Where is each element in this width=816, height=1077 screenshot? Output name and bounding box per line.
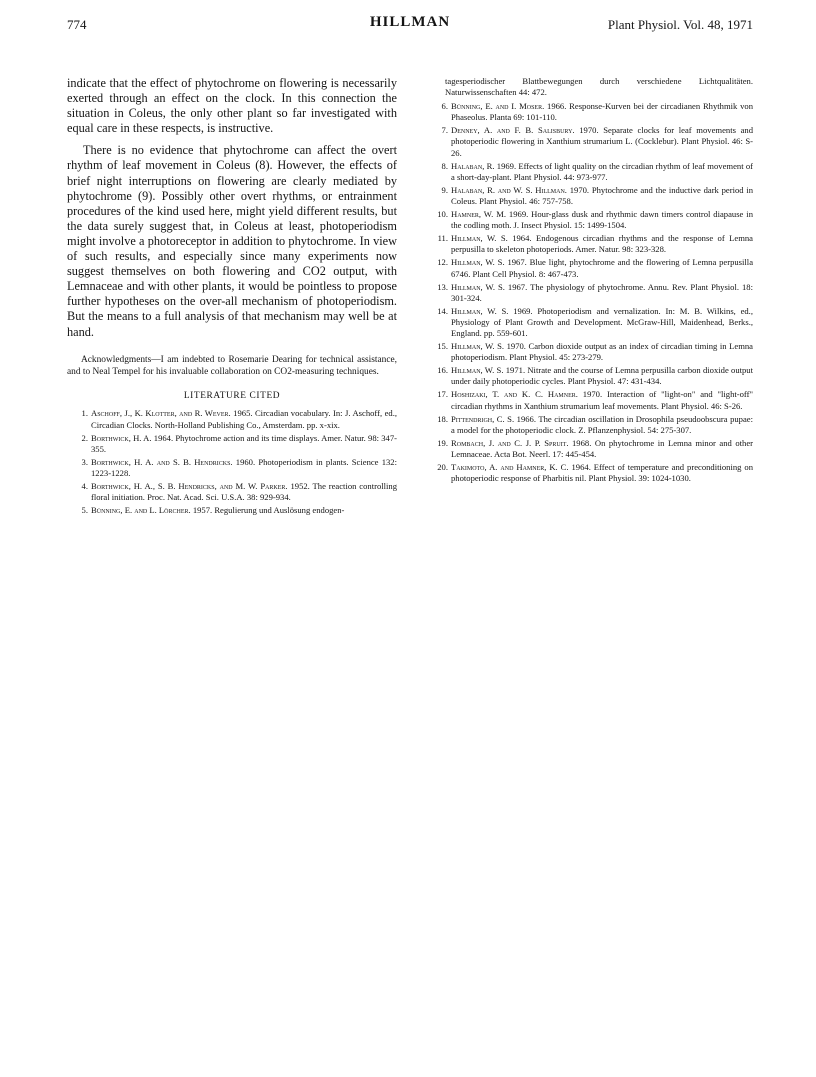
reference-number: 18. <box>437 413 448 424</box>
reference-item <box>67 408 397 430</box>
reference-number: 5. <box>81 505 88 516</box>
reference-item <box>427 185 753 207</box>
reference-item <box>427 414 753 436</box>
reference-authors: Borthwick, H. A. and S. B. Hendricks. <box>91 456 233 467</box>
reference-item <box>67 457 397 479</box>
reference-number: 20. <box>437 462 448 472</box>
reference-authors: Hillman, W. S. <box>451 305 509 316</box>
reference-item <box>427 257 753 279</box>
reference-item <box>427 341 753 363</box>
reference-authors: Hillman, W. S. <box>451 233 508 244</box>
paragraph-2: There is no evidence that phytochrome can affect the overt rhythm of leaf movement in Coleus (8). However, the effects of brief night interruptions on flowering are clearly mediated by phytochrome (9). Possibly other overt rhythms, or entrainment procedures of the kind used here, might yield different results, but the data surely suggest that, in Coleus at least, photoperiodism might involve a photoreceptor in addition to phytochrome. In view of such results, and especially since many experiments now suggest themselves on both flowering and CO2 output, with Lemnaceae and with other plants, it would be pointless to propose further hypotheses on the over-all mechanism of photoperiodism. But the means to a full analysis of that mechanism may well be at hand. <box>67 143 397 339</box>
reference-authors: Takimoto, A. and Hamner, K. C. <box>451 462 569 472</box>
reference-item <box>67 433 397 455</box>
reference-item <box>427 438 753 460</box>
reference-number: 8. <box>441 160 448 171</box>
reference-number: 16. <box>437 365 448 376</box>
reference-authors: Hillman, W. S. <box>451 365 504 376</box>
paragraph-1: indicate that the effect of phytochrome on flowering is necessarily exerted through an effect on the clock. In this connection the situation in Coleus, the only other plant so far investigated with equal care in these respects, is instructive. <box>67 76 397 136</box>
reference-authors: Halaban, R. <box>451 160 495 171</box>
reference-authors: Hamner, W. M. <box>451 209 506 220</box>
reference-text: 1965. Circadian vocabulary. In: J. Aschoff, ed., Circadian Clocks. North-Holland Publishing Co., Amsterdam. pp. x-xix. <box>91 408 398 430</box>
reference-item <box>427 161 753 183</box>
reference-text: 1967. The physiology of phytochrome. Annu. Rev. Plant Physiol. 18: 301-324. <box>451 281 753 303</box>
reference-text: 1960. Photoperiodism in plants. Science 132: 1223-1228. <box>91 456 397 478</box>
reference-number: 1. <box>81 408 88 419</box>
reference-text: 1967. Blue light, phytochrome and the flowering of Lemna perpusilla 6746. Plant Cell Physiol. 8: 467-473. <box>451 257 754 279</box>
reference-text: 1970. Separate clocks for leaf movements and photoperiodic flowering in Xanthium strumarium L. (Cocklebur). Plant Physiol. 46: S-26. <box>451 125 753 158</box>
reference-authors: Borthwick, H. A. <box>91 432 152 443</box>
page-header <box>67 14 753 38</box>
reference-item <box>427 209 753 231</box>
reference-number: 4. <box>81 480 88 491</box>
reference-item <box>67 505 397 516</box>
reference-item <box>427 282 753 304</box>
reference-text: 1969. Photoperiodism and vernalization. In: M. B. Wilkins, ed., Physiology of Plant Growth and Development. McGraw-Hill, Maidenhead, Berks., England. pp. 559-601. <box>451 305 753 338</box>
reference-authors: Aschoff, J., K. Klotter, and R. Wever. <box>91 408 231 419</box>
reference-text: 1964. Phytochrome action and its time displays. Amer. Natur. 98: 347-355. <box>91 432 397 454</box>
reference-item <box>427 462 753 484</box>
reference-text: 1971. Nitrate and the course of Lemna perpusilla carbon dioxide output under daily photoperiodic cycles. Plant Physiol. 47: 431-434. <box>451 365 753 387</box>
reference-text: 1966. Response-Kurven bei der circadianen Rhythmik von Phaseolus. Planta 69: 101-110. <box>451 101 753 123</box>
literature-cited-heading: LITERATURE CITED <box>183 391 281 402</box>
reference-text: 1970. Phytochrome and the inductive dark period in Coleus. Plant Physiol. 46: 757-758. <box>451 184 754 206</box>
reference-authors: Bünning, E. and L. Lörcher. <box>91 505 191 516</box>
reference-text: 1969. Effects of light quality on the circadian rhythm of leaf movement of a short-day-plant. Plant Physiol. 44: 973-977. <box>451 160 753 182</box>
reference-text: 1970. Carbon dioxide output as an index of circadian timing in Lemna photoperiodism. Plant Physiol. 45: 273-279. <box>451 341 753 363</box>
reference-item <box>427 125 753 158</box>
reference-authors: Hillman, W. S. <box>451 257 505 268</box>
reference-list-right <box>427 76 753 484</box>
reference-item <box>427 365 753 387</box>
page-number: 774 <box>67 17 87 32</box>
reference-item <box>427 306 753 339</box>
reference-text: 1957. Regulierung und Auslösung endogen- <box>192 505 345 516</box>
reference-item <box>67 481 397 503</box>
reference-number: 7. <box>441 125 448 136</box>
reference-text: 1970. Interaction of "light-on" and "light-off" circadian rhythms in Xanthium strumarium leaf movements. Plant Physiol. 46: S-26. <box>451 389 753 411</box>
reference-number: 13. <box>437 281 448 292</box>
left-column <box>67 76 397 518</box>
reference-number: 15. <box>437 341 448 352</box>
acknowledgments: Acknowledgments—I am indebted to Rosemarie Dearing for technical assistance, and to Neal Tempel for his invaluable collaboration on CO2-measuring techniques. <box>67 354 397 377</box>
reference-number: 6. <box>441 101 448 112</box>
reference-number: 14. <box>437 305 448 316</box>
reference-number: 10. <box>437 209 448 220</box>
reference-authors: Bünning, E. and I. Moser. <box>451 101 545 112</box>
reference-authors: Hillman, W. S. <box>451 281 505 292</box>
journal-citation: Plant Physiol. Vol. 48, 1971 <box>607 17 753 32</box>
reference-list-left <box>67 408 397 516</box>
reference-item <box>427 76 753 98</box>
reference-authors: Rombach, J. and C. J. P. Spruit. <box>451 437 569 448</box>
reference-authors: Halaban, R. and W. S. Hillman. <box>451 184 567 195</box>
reference-number: 2. <box>81 432 88 443</box>
reference-number: 19. <box>437 437 448 448</box>
reference-authors: Hillman, W. S. <box>451 341 505 352</box>
reference-item <box>427 389 753 411</box>
reference-item <box>427 233 753 255</box>
reference-text: 1964. Endogenous circadian rhythms and the response of Lemna perpusilla to skeleton photoperiods. Amer. Natur. 98: 323-328. <box>451 233 753 255</box>
reference-text: tagesperiodischer Blattbewegungen durch verschiedene Lichtqualitäten. Naturwissenschaften 44: 472. <box>445 76 753 98</box>
reference-number: 11. <box>437 233 448 244</box>
reference-text: 1968. On phytochrome in Lemna minor and other Lemnaceae. Acta Bot. Neerl. 17: 445-454. <box>451 437 753 459</box>
reference-authors: Borthwick, H. A., S. B. Hendricks, and M. W. Parker. <box>91 480 288 491</box>
reference-text: 1969. Hour-glass dusk and rhythmic dawn timers control diapause in the codling moth. J. Insect Physiol. 15: 1499-1504. <box>451 209 753 231</box>
reference-number: 3. <box>81 456 88 467</box>
reference-number: 17. <box>437 389 448 400</box>
reference-authors: Pittendrigh, C. S. <box>451 413 515 424</box>
reference-number: 12. <box>437 257 448 268</box>
right-column <box>427 76 753 486</box>
reference-text: 1966. The circadian oscillation in Drosophila pseudoobscura pupae: a model for the photoperiodic clock. Z. Pflanzenphysiol. 54: 275-307. <box>451 413 753 435</box>
reference-item <box>427 101 753 123</box>
running-author: HILLMAN <box>369 14 451 30</box>
reference-authors: Denney, A. and F. B. Salisbury. <box>451 125 575 136</box>
reference-number: 9. <box>441 184 448 195</box>
reference-text: 1952. The reaction controlling floral initiation. Proc. Nat. Acad. Sci. U.S.A. 38: 929-934. <box>91 480 397 503</box>
reference-text: 1964. Effect of temperature and preconditioning on photoperiodic response of Pharbitis nil. Plant Physiol. 39: 1024-1030. <box>451 462 754 484</box>
reference-authors: Hoshizaki, T. and K. C. Hamner. <box>451 389 578 400</box>
